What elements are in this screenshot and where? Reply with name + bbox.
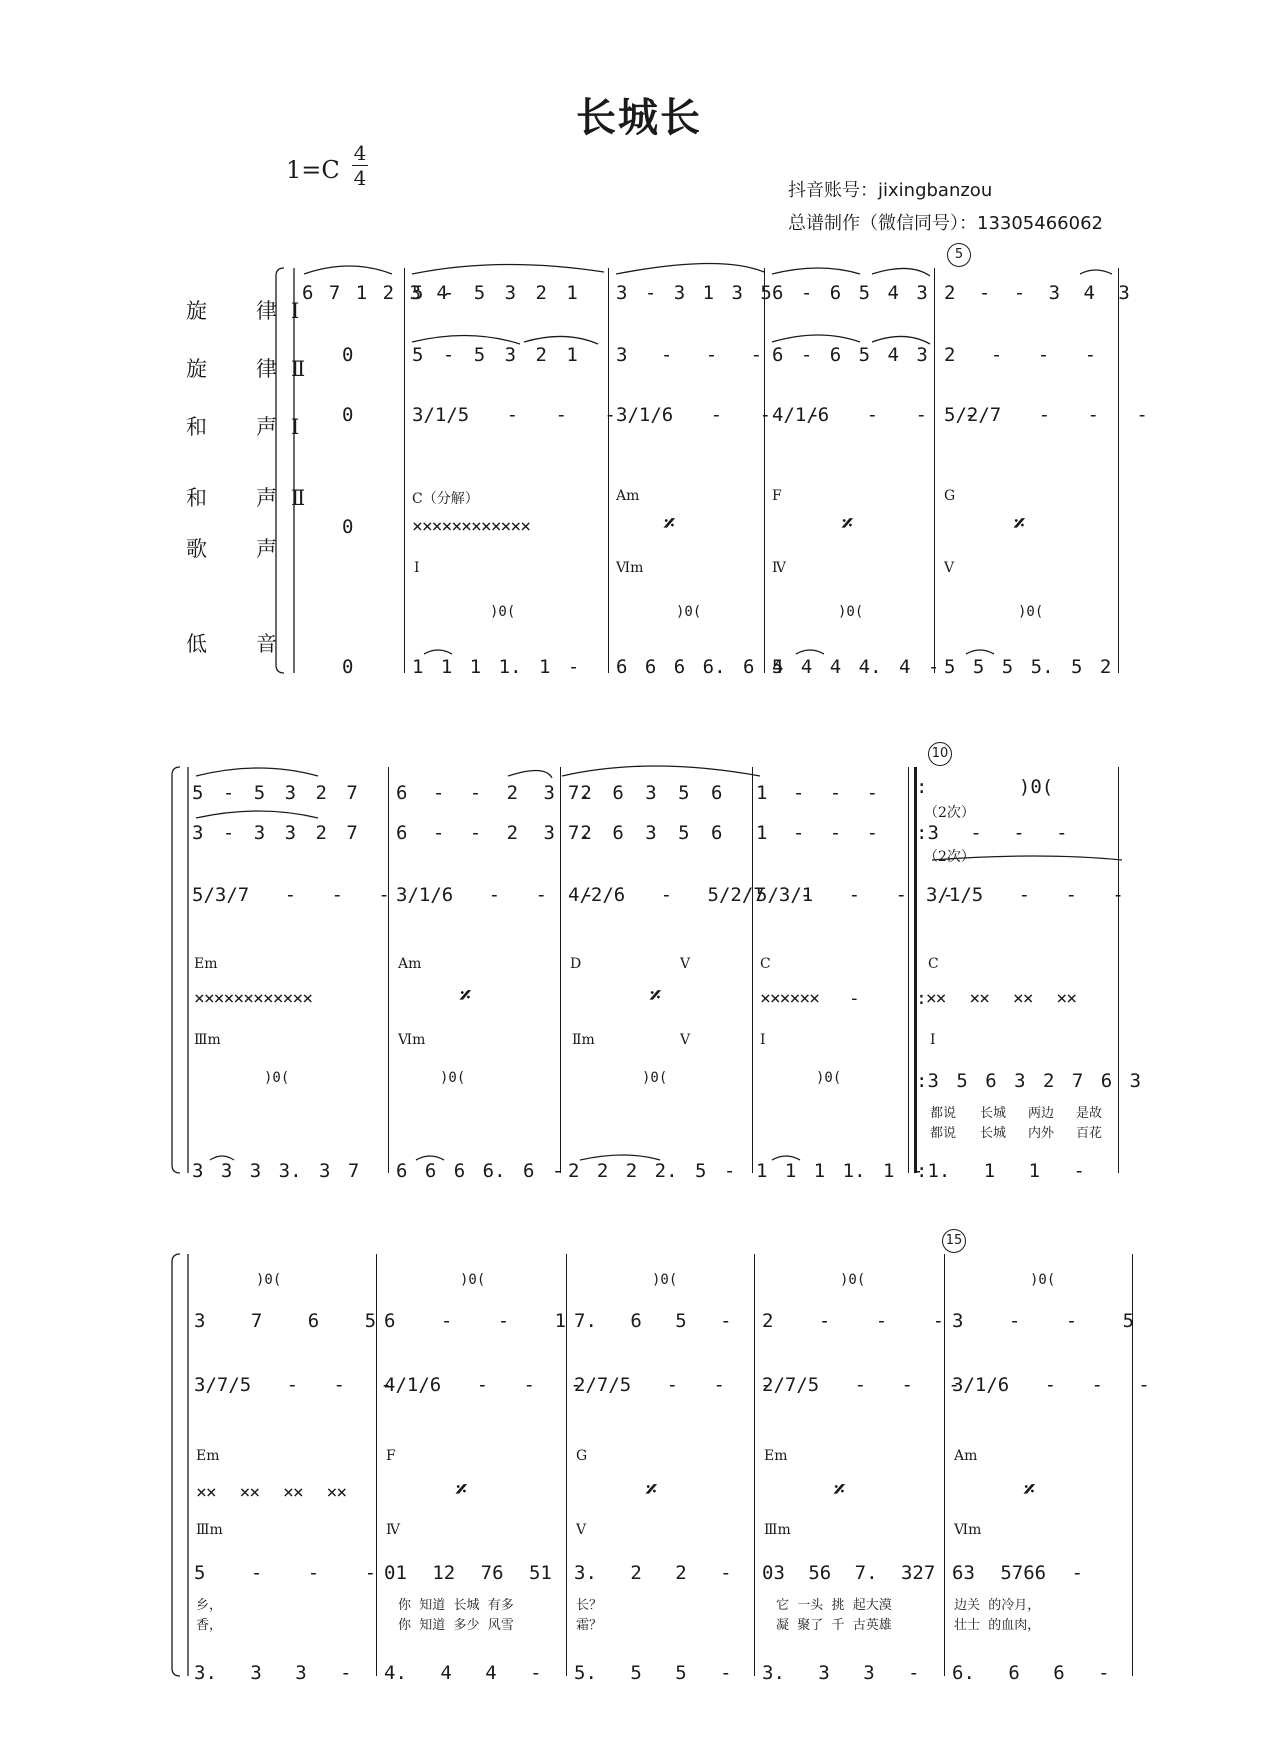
lyric: 香， bbox=[196, 1618, 223, 1633]
s1-roman: Ⅰ bbox=[414, 560, 420, 576]
s1-harm2-m1: ×××××××××××× bbox=[412, 516, 531, 537]
s3-chord: Am bbox=[954, 1448, 978, 1464]
s2-bass-m4: 1 1 1 1. 1 - bbox=[756, 1160, 924, 1182]
simile-mark: 𝄎 bbox=[646, 1478, 655, 1503]
s2-harm1-m1: 5/3/7 - - - bbox=[192, 884, 390, 906]
s1-bass-m3: 4 4 4 4. 4 - bbox=[772, 656, 940, 678]
s1-mel2-m4: 2 - - - bbox=[944, 344, 1097, 366]
label-harmony-1: 和 声Ⅰ bbox=[186, 415, 314, 439]
label-harmony-2: 和 声Ⅱ bbox=[186, 486, 320, 510]
lyric: 百花 bbox=[1076, 1126, 1103, 1141]
s3-rest: )0( bbox=[256, 1272, 282, 1288]
s1-mel2-m2: 3 - - - bbox=[616, 344, 763, 366]
measure-number: 10 bbox=[928, 742, 952, 766]
s2-bass-m5: :1. 1 1 - bbox=[916, 1160, 1085, 1182]
s2-harm2-m5: :×× ×× ×× ×× bbox=[916, 988, 1077, 1009]
s1-harm1-m3: 4/1/6 - - - bbox=[772, 404, 976, 426]
s2-chord: V bbox=[680, 956, 691, 972]
s2-roman: Ⅱm bbox=[572, 1032, 595, 1048]
s3-roman: Ⅲm bbox=[764, 1522, 791, 1538]
s1-harm1-m1: 3/1/5 - - - bbox=[412, 404, 616, 426]
volta-mark: （2次） bbox=[924, 849, 975, 865]
s2-roman: Ⅵm bbox=[398, 1032, 426, 1048]
simile-mark: 𝄎 bbox=[456, 1478, 465, 1503]
s1-mel2-m0: 0 bbox=[342, 344, 354, 366]
s3-mel-m1: 3 7 6 5 bbox=[194, 1310, 377, 1332]
label-melody-1: 旋 律Ⅰ bbox=[186, 299, 314, 323]
s2-chord: Em bbox=[194, 956, 218, 972]
label-melody-2: 旋 律Ⅱ bbox=[186, 357, 320, 381]
s1-chord: G bbox=[944, 488, 956, 504]
s2-mel2-m1: 3 - 3 3 2 7 bbox=[192, 822, 358, 844]
simile-mark: 𝄎 bbox=[1024, 1478, 1033, 1503]
lyric: 都说 bbox=[930, 1126, 957, 1141]
s3-chord: G bbox=[576, 1448, 588, 1464]
s2-roman: V bbox=[680, 1032, 691, 1048]
key-signature: 1=C bbox=[286, 156, 340, 184]
s1-bass-m4: 5 5 5 5. 5 2 bbox=[944, 656, 1112, 678]
s2-voice-rest: )0( bbox=[440, 1070, 466, 1086]
measure-number: 5 bbox=[947, 243, 971, 267]
s3-mel-m5: 3 - - 5 bbox=[952, 1310, 1135, 1332]
volta-mark: （2次） bbox=[924, 805, 975, 821]
s1-bass-m1: 1 1 1 1. 1 - bbox=[412, 656, 580, 678]
s2-mel1-m3: 7. 6 3 5 6 bbox=[568, 782, 723, 804]
s3-rest: )0( bbox=[1030, 1272, 1056, 1288]
s3-mel-m4: 2 - - - bbox=[762, 1310, 945, 1332]
barline bbox=[754, 1254, 755, 1676]
lyric: 都说 bbox=[930, 1106, 957, 1121]
time-signature-bottom: 4 bbox=[353, 166, 367, 190]
barline bbox=[608, 268, 609, 673]
s2-mel2-m2: 6 - - 2 3 2 bbox=[396, 822, 592, 844]
simile-mark: 𝄎 bbox=[664, 512, 673, 537]
s2-chord: C bbox=[760, 956, 771, 972]
s2-voice-rest: )0( bbox=[264, 1070, 290, 1086]
s3-voice-m5: 63 5766 - bbox=[952, 1562, 1083, 1584]
lyric: 长城 bbox=[980, 1126, 1007, 1141]
barline bbox=[944, 1254, 945, 1676]
s2-chord: C bbox=[928, 956, 939, 972]
s1-harm2-m0: 0 bbox=[342, 516, 354, 538]
s2-voice-rest: )0( bbox=[642, 1070, 668, 1086]
barline bbox=[376, 1254, 377, 1676]
s3-harm1-m3: 2/7/5 - - - bbox=[574, 1374, 772, 1396]
lyric: 壮士 的血肉， bbox=[954, 1618, 1041, 1633]
s3-harm1-m5: 3/1/6 - - - bbox=[952, 1374, 1150, 1396]
s2-harm2-m4: ×××××× - bbox=[760, 988, 859, 1009]
time-signature bbox=[352, 142, 368, 189]
s3-roman: Ⅲm bbox=[196, 1522, 223, 1538]
lyric: 是故 bbox=[1076, 1106, 1103, 1121]
simile-mark: 𝄎 bbox=[1014, 512, 1023, 537]
s3-rest: )0( bbox=[840, 1272, 866, 1288]
s1-bass-m2: 6 6 6 6. 6 5 bbox=[616, 656, 784, 678]
barline bbox=[404, 268, 405, 673]
s3-roman: Ⅵm bbox=[954, 1522, 982, 1538]
lyric: 内外 bbox=[1028, 1126, 1055, 1141]
song-title: 长城长 bbox=[576, 95, 702, 141]
s1-mel2-m1: 5 - 5 3 2 1 bbox=[412, 344, 578, 366]
s2-harm1-m2: 3/1/6 - - - bbox=[396, 884, 594, 906]
s3-voice-m3: 3. 2 2 - bbox=[574, 1562, 732, 1584]
lyric: 你 知道 长城 有多 bbox=[398, 1598, 514, 1613]
s1-bass-m0: 0 bbox=[342, 656, 354, 678]
s1-chord: C（分解） bbox=[412, 491, 479, 507]
simile-mark: 𝄎 bbox=[842, 512, 851, 537]
s3-bass-m4: 3. 3 3 - bbox=[762, 1662, 920, 1684]
s2-harm1-m5: 3/1/5 - - - bbox=[926, 884, 1124, 906]
s3-roman: Ⅳ bbox=[386, 1522, 400, 1538]
s2-mel2-m5: :3 - - - bbox=[916, 822, 1068, 844]
s1-mel2-m3: 6 - 6 5 4 3 bbox=[772, 344, 928, 366]
s2-chord: D bbox=[570, 956, 582, 972]
s2-roman: Ⅰ bbox=[930, 1032, 936, 1048]
s3-voice-m4: 03 56 7. 327 bbox=[762, 1562, 936, 1584]
s1-harm1-m0: 0 bbox=[342, 404, 354, 426]
s2-chord: Am bbox=[398, 956, 422, 972]
s1-voice-rest: )0( bbox=[838, 604, 864, 620]
s2-bass-m2: 6 6 6 6. 6 - bbox=[396, 1160, 564, 1182]
s2-mel2-m3: 7. 6 3 5 6 bbox=[568, 822, 723, 844]
s1-mel1-m2: 3 - 3 1 3 5 bbox=[616, 282, 772, 304]
s1-harm1-m4: 5/2/7 - - - bbox=[944, 404, 1148, 426]
s3-harm2-m1: ×× ×× ×× ×× bbox=[196, 1482, 347, 1503]
s2-mel1-m4: 1 - - - bbox=[756, 782, 879, 804]
s1-mel1-m4: 2 - - 3 4 3 bbox=[944, 282, 1130, 304]
s3-harm1-m4: 2/7/5 - - - bbox=[762, 1374, 960, 1396]
lyric: 边关 的冷月， bbox=[954, 1598, 1041, 1613]
lyric: 乡， bbox=[196, 1598, 223, 1613]
s2-harm1-m4: 5/3/1 - - - bbox=[756, 884, 954, 906]
s1-voice-rest: )0( bbox=[490, 604, 516, 620]
s3-mel-m3: 7. 6 5 - bbox=[574, 1310, 732, 1332]
s3-bass-m3: 5. 5 5 - bbox=[574, 1662, 732, 1684]
s1-voice-rest: )0( bbox=[1018, 604, 1044, 620]
s3-bass-m2: 4. 4 4 - bbox=[384, 1662, 542, 1684]
s3-rest: )0( bbox=[652, 1272, 678, 1288]
s3-rest: )0( bbox=[460, 1272, 486, 1288]
s3-bass-m5: 6. 6 6 - bbox=[952, 1662, 1110, 1684]
barline bbox=[908, 767, 909, 1173]
time-signature-top: 4 bbox=[353, 141, 367, 165]
lyric: 长？ bbox=[576, 1598, 603, 1613]
s3-mel-m2: 6 - - 1 bbox=[384, 1310, 567, 1332]
s2-mel1-m1: 5 - 5 3 2 7 bbox=[192, 782, 358, 804]
simile-mark: 𝄎 bbox=[834, 1478, 843, 1503]
s2-mel1-m5: : )0( bbox=[916, 776, 1054, 798]
lyric: 两边 bbox=[1028, 1106, 1055, 1121]
s1-roman: Ⅵm bbox=[616, 560, 644, 576]
barline bbox=[388, 767, 389, 1173]
label-voice: 歌 声 bbox=[186, 537, 291, 561]
s3-voice-m1: 5 - - - bbox=[194, 1562, 377, 1584]
s2-mel2-m4: 1 - - - bbox=[756, 822, 879, 844]
s1-harm1-m2: 3/1/6 - - - bbox=[616, 404, 820, 426]
lyric: 长城 bbox=[980, 1106, 1007, 1121]
lyric: 凝 聚了 千 古英雄 bbox=[776, 1618, 892, 1633]
s3-bass-m1: 3. 3 3 - bbox=[194, 1662, 352, 1684]
s1-mel1-m1: 5 - 5 3 2 1 bbox=[412, 282, 578, 304]
s3-roman: Ⅴ bbox=[576, 1522, 587, 1538]
measure-number: 15 bbox=[942, 1229, 966, 1253]
barline bbox=[1118, 268, 1119, 673]
score-maker: 总谱制作（微信同号）：13305466062 bbox=[788, 213, 1103, 234]
barline bbox=[764, 268, 765, 673]
s2-roman: Ⅰ bbox=[760, 1032, 766, 1048]
s2-voice-rest: )0( bbox=[816, 1070, 842, 1086]
s2-bass-m1: 3 3 3 3. 3 7 bbox=[192, 1160, 360, 1182]
simile-mark: 𝄎 bbox=[460, 984, 469, 1009]
s1-mel1-m0: 6 7 1 2 3 4 bbox=[302, 282, 450, 304]
s3-harm1-m2: 4/1/6 - - - bbox=[384, 1374, 582, 1396]
lyric: 你 知道 多少 风雪 bbox=[398, 1618, 514, 1633]
s1-roman: Ⅳ bbox=[772, 560, 786, 576]
simile-mark: 𝄎 bbox=[650, 984, 659, 1009]
s3-chord: F bbox=[386, 1448, 396, 1464]
barline bbox=[934, 268, 935, 673]
s3-chord: Em bbox=[196, 1448, 220, 1464]
s1-roman: Ⅴ bbox=[944, 560, 955, 576]
s2-bass-m3: 2 2 2 2. 5 - bbox=[568, 1160, 736, 1182]
barline bbox=[566, 1254, 567, 1676]
s3-voice-m2: 01 12 76 51 bbox=[384, 1562, 552, 1584]
s3-harm1-m1: 3/7/5 - - - bbox=[194, 1374, 392, 1396]
barline bbox=[752, 767, 753, 1173]
s2-harm2-m1: ×××××××××××× bbox=[194, 988, 313, 1009]
lyric: 霜？ bbox=[576, 1618, 603, 1633]
s2-voice-m5: :3 5 6 3 2 7 6 3 bbox=[916, 1070, 1142, 1092]
s2-roman: Ⅲm bbox=[194, 1032, 221, 1048]
s2-harm1-m3: 4/2/6 - 5/2/7 - bbox=[568, 884, 812, 906]
label-bass: 低 音 bbox=[186, 632, 291, 656]
s2-mel1-m2: 6 - - 2 3 2 bbox=[396, 782, 592, 804]
s1-chord: F bbox=[772, 488, 782, 504]
lyric: 它 一头 挑 起大漠 bbox=[776, 1598, 892, 1613]
barline bbox=[1118, 767, 1119, 1173]
s1-chord: Am bbox=[616, 488, 640, 504]
douyin-account: 抖音账号：jixingbanzou bbox=[788, 180, 993, 201]
s3-chord: Em bbox=[764, 1448, 788, 1464]
s1-voice-rest: )0( bbox=[676, 604, 702, 620]
s1-mel1-m3: 6 - 6 5 4 3 bbox=[772, 282, 928, 304]
